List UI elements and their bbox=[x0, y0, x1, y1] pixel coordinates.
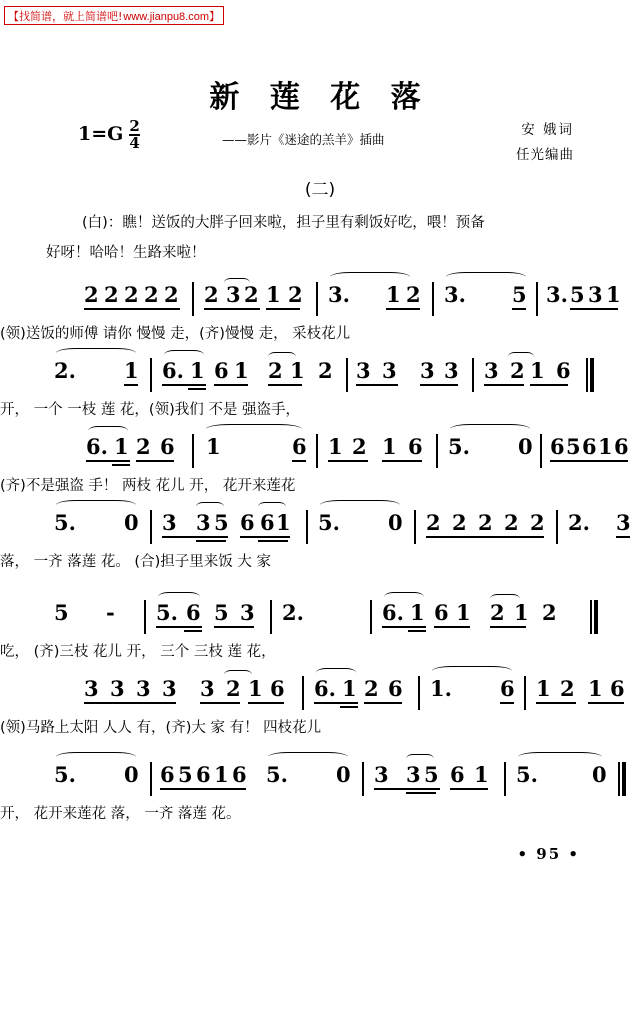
lyric-row-7: 开， 花开来莲花 落， 一齐 落莲 花。 bbox=[0, 806, 241, 822]
music-system-6 bbox=[0, 676, 640, 752]
time-signature bbox=[129, 119, 139, 151]
lyric-row-4: 落， 一齐 落莲 花。 (合)担子里来饭 大 家 bbox=[0, 554, 271, 570]
page-title: 新 莲 花 落 bbox=[209, 80, 431, 115]
composer-credit: 任光编曲 bbox=[516, 147, 574, 163]
key-signature bbox=[78, 118, 140, 150]
time-signature-numerator: 2 bbox=[129, 117, 140, 135]
key-signature-text: 1=G bbox=[78, 123, 124, 145]
time-signature-denominator: 4 bbox=[129, 134, 140, 152]
music-system-2 bbox=[0, 358, 640, 434]
music-system-4 bbox=[0, 510, 640, 586]
section-number: (二) bbox=[304, 180, 336, 200]
music-system-3 bbox=[0, 434, 640, 510]
lyric-row-1: (领)送饭的师傅 请你 慢慢 走，(齐)慢慢 走， 采枝花儿 bbox=[0, 326, 351, 342]
lyric-row-5: 吃， (齐)三枝 花儿 开， 三个 三枝 莲 花， bbox=[0, 644, 276, 660]
watermark-text-cn: 【找简谱，就上简谱吧! bbox=[8, 9, 123, 23]
notation-row-1: 2 2 2 2 2 2 3 2 1 2 3. 1 2 3. 5 3. 5 3 1 bbox=[0, 282, 640, 324]
notation-row-6: 3 3 3 3 3 2 1 6 6. 1 2 6 1. 6 1 2 1 6 bbox=[0, 676, 640, 718]
lyric-row-6: (领)马路上太阳 人人 有，(齐)大 家 有！ 四枝花儿 bbox=[0, 720, 322, 736]
notation-row-7: 5. 0 6 5 6 1 6 5. 0 3 3 5 6 1 5. 0 bbox=[0, 762, 640, 804]
notation-row-5: 5 - 5. 6 5 3 2. 6. 1 6 1 2 1 2 bbox=[0, 600, 640, 642]
music-system-7 bbox=[0, 762, 640, 838]
subtitle: ——影片《迷途的羔羊》插曲 bbox=[222, 132, 385, 147]
spoken-line-2: 好呀！哈哈！生路来啦！ bbox=[46, 245, 206, 261]
notation-row-2: 2. 1 6. 1 6 1 2 1 2 3 3 3 3 3 2 1 6 bbox=[0, 358, 640, 400]
watermark-text-url: www.jianpu8.com】 bbox=[123, 10, 221, 23]
spoken-line-1: (白)：瞧！送饭的大胖子回来啦，担子里有剩饭好吃，喂！预备 bbox=[82, 215, 485, 231]
page-number: • 95 • bbox=[517, 845, 580, 863]
music-system-5 bbox=[0, 600, 640, 676]
lyric-row-2: 开， 一个 一枝 莲 花，(领)我们 不是 强盗手， bbox=[0, 402, 300, 418]
lyricist-credit: 安 娥词 bbox=[521, 122, 574, 138]
lyric-row-3: (齐)不是强盗 手！ 两枝 花儿 开， 花开来莲花 bbox=[0, 478, 296, 494]
spoken-intro bbox=[46, 208, 562, 268]
watermark-banner bbox=[4, 6, 224, 25]
music-system-1 bbox=[0, 282, 640, 358]
notation-row-4: 5. 0 3 3 5 6 6 1 5. 0 2 2 2 2 2 2. 3 bbox=[0, 510, 640, 552]
notation-row-3: 6. 1 2 6 1 6 1 2 1 6 5. 0 6 5 6 1 6 bbox=[0, 434, 640, 476]
